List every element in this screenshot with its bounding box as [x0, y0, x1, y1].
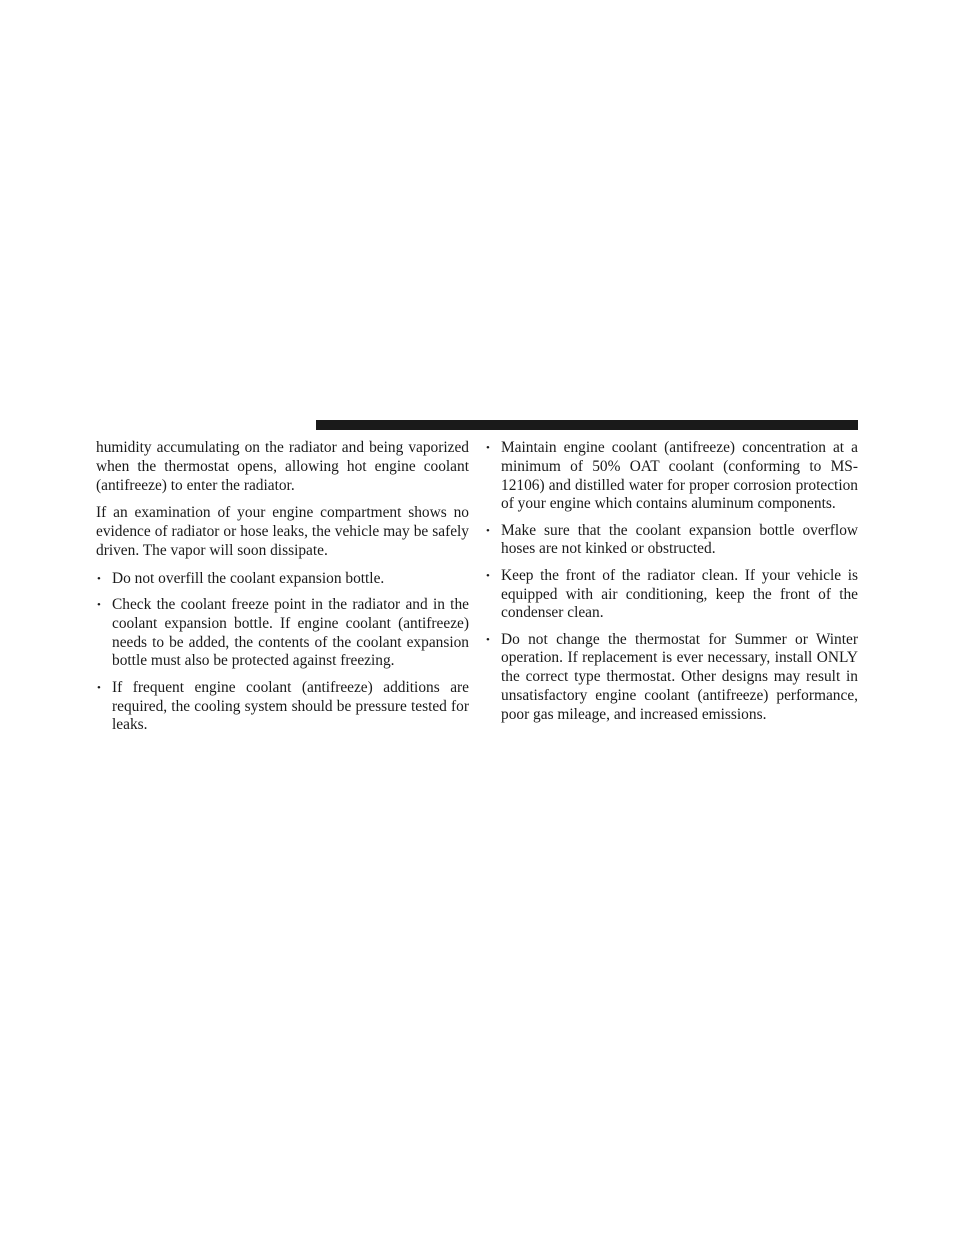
list-item-text: Do not change the thermostat for Summer or Winter operation. If replacement is ever necessary, install ONLY the correct type thermostat. Other designs may result in unsatisfactory engine coolant (antifreeze) performance, poor gas mileage, and increased emissions. — [501, 630, 858, 723]
bullet-icon: • — [486, 442, 490, 454]
bullet-icon: • — [486, 569, 490, 582]
list-item — [485, 631, 858, 725]
bullet-list — [485, 439, 858, 725]
bullet-icon: • — [486, 524, 490, 537]
list-item-text: Do not overfill the coolant expansion bottle. — [112, 569, 385, 587]
list-item-text: Check the coolant freeze point in the radiator and in the coolant expansion bottle. If engine coolant (antifreeze) needs to be added, the contents of the coolant expansion bottle must also be protected against freezing. — [112, 596, 469, 670]
list-item — [485, 567, 858, 623]
list-item-text: Maintain engine coolant (antifreeze) concentration at a minimum of 50% OAT coolant (conforming to MS-12106) and distilled water for proper corrosion protection of your engine which contains aluminum components. — [501, 439, 858, 513]
list-item-text: If frequent engine coolant (antifreeze) additions are required, the cooling system should be pressure tested for leaks. — [112, 678, 469, 734]
bullet-icon: • — [486, 633, 490, 646]
list-item — [96, 570, 469, 589]
bullet-list — [96, 570, 469, 735]
list-item-text: Keep the front of the radiator clean. If your vehicle is equipped with air conditioning, keep the front of the condenser clean. — [501, 566, 858, 622]
list-item — [485, 439, 858, 514]
section-header-bar — [316, 420, 858, 430]
list-item — [485, 522, 858, 560]
list-item — [96, 679, 469, 735]
bullet-icon: • — [97, 599, 101, 612]
bullet-icon: • — [97, 681, 101, 694]
right-text-column — [485, 439, 858, 732]
paragraph: If an examination of your engine compartment shows no evidence of radiator or hose leaks, the vehicle may be safely driven. The vapor will soon dissipate. — [96, 504, 469, 559]
left-text-column — [96, 439, 469, 743]
paragraph: humidity accumulating on the radiator and being vaporized when the thermostat opens, allowing hot engine coolant (antifreeze) to enter the radiator. — [96, 439, 469, 494]
bullet-icon: • — [97, 572, 101, 585]
list-item-text: Make sure that the coolant expansion bottle overflow hoses are not kinked or obstructed. — [501, 521, 858, 558]
list-item — [96, 596, 469, 671]
